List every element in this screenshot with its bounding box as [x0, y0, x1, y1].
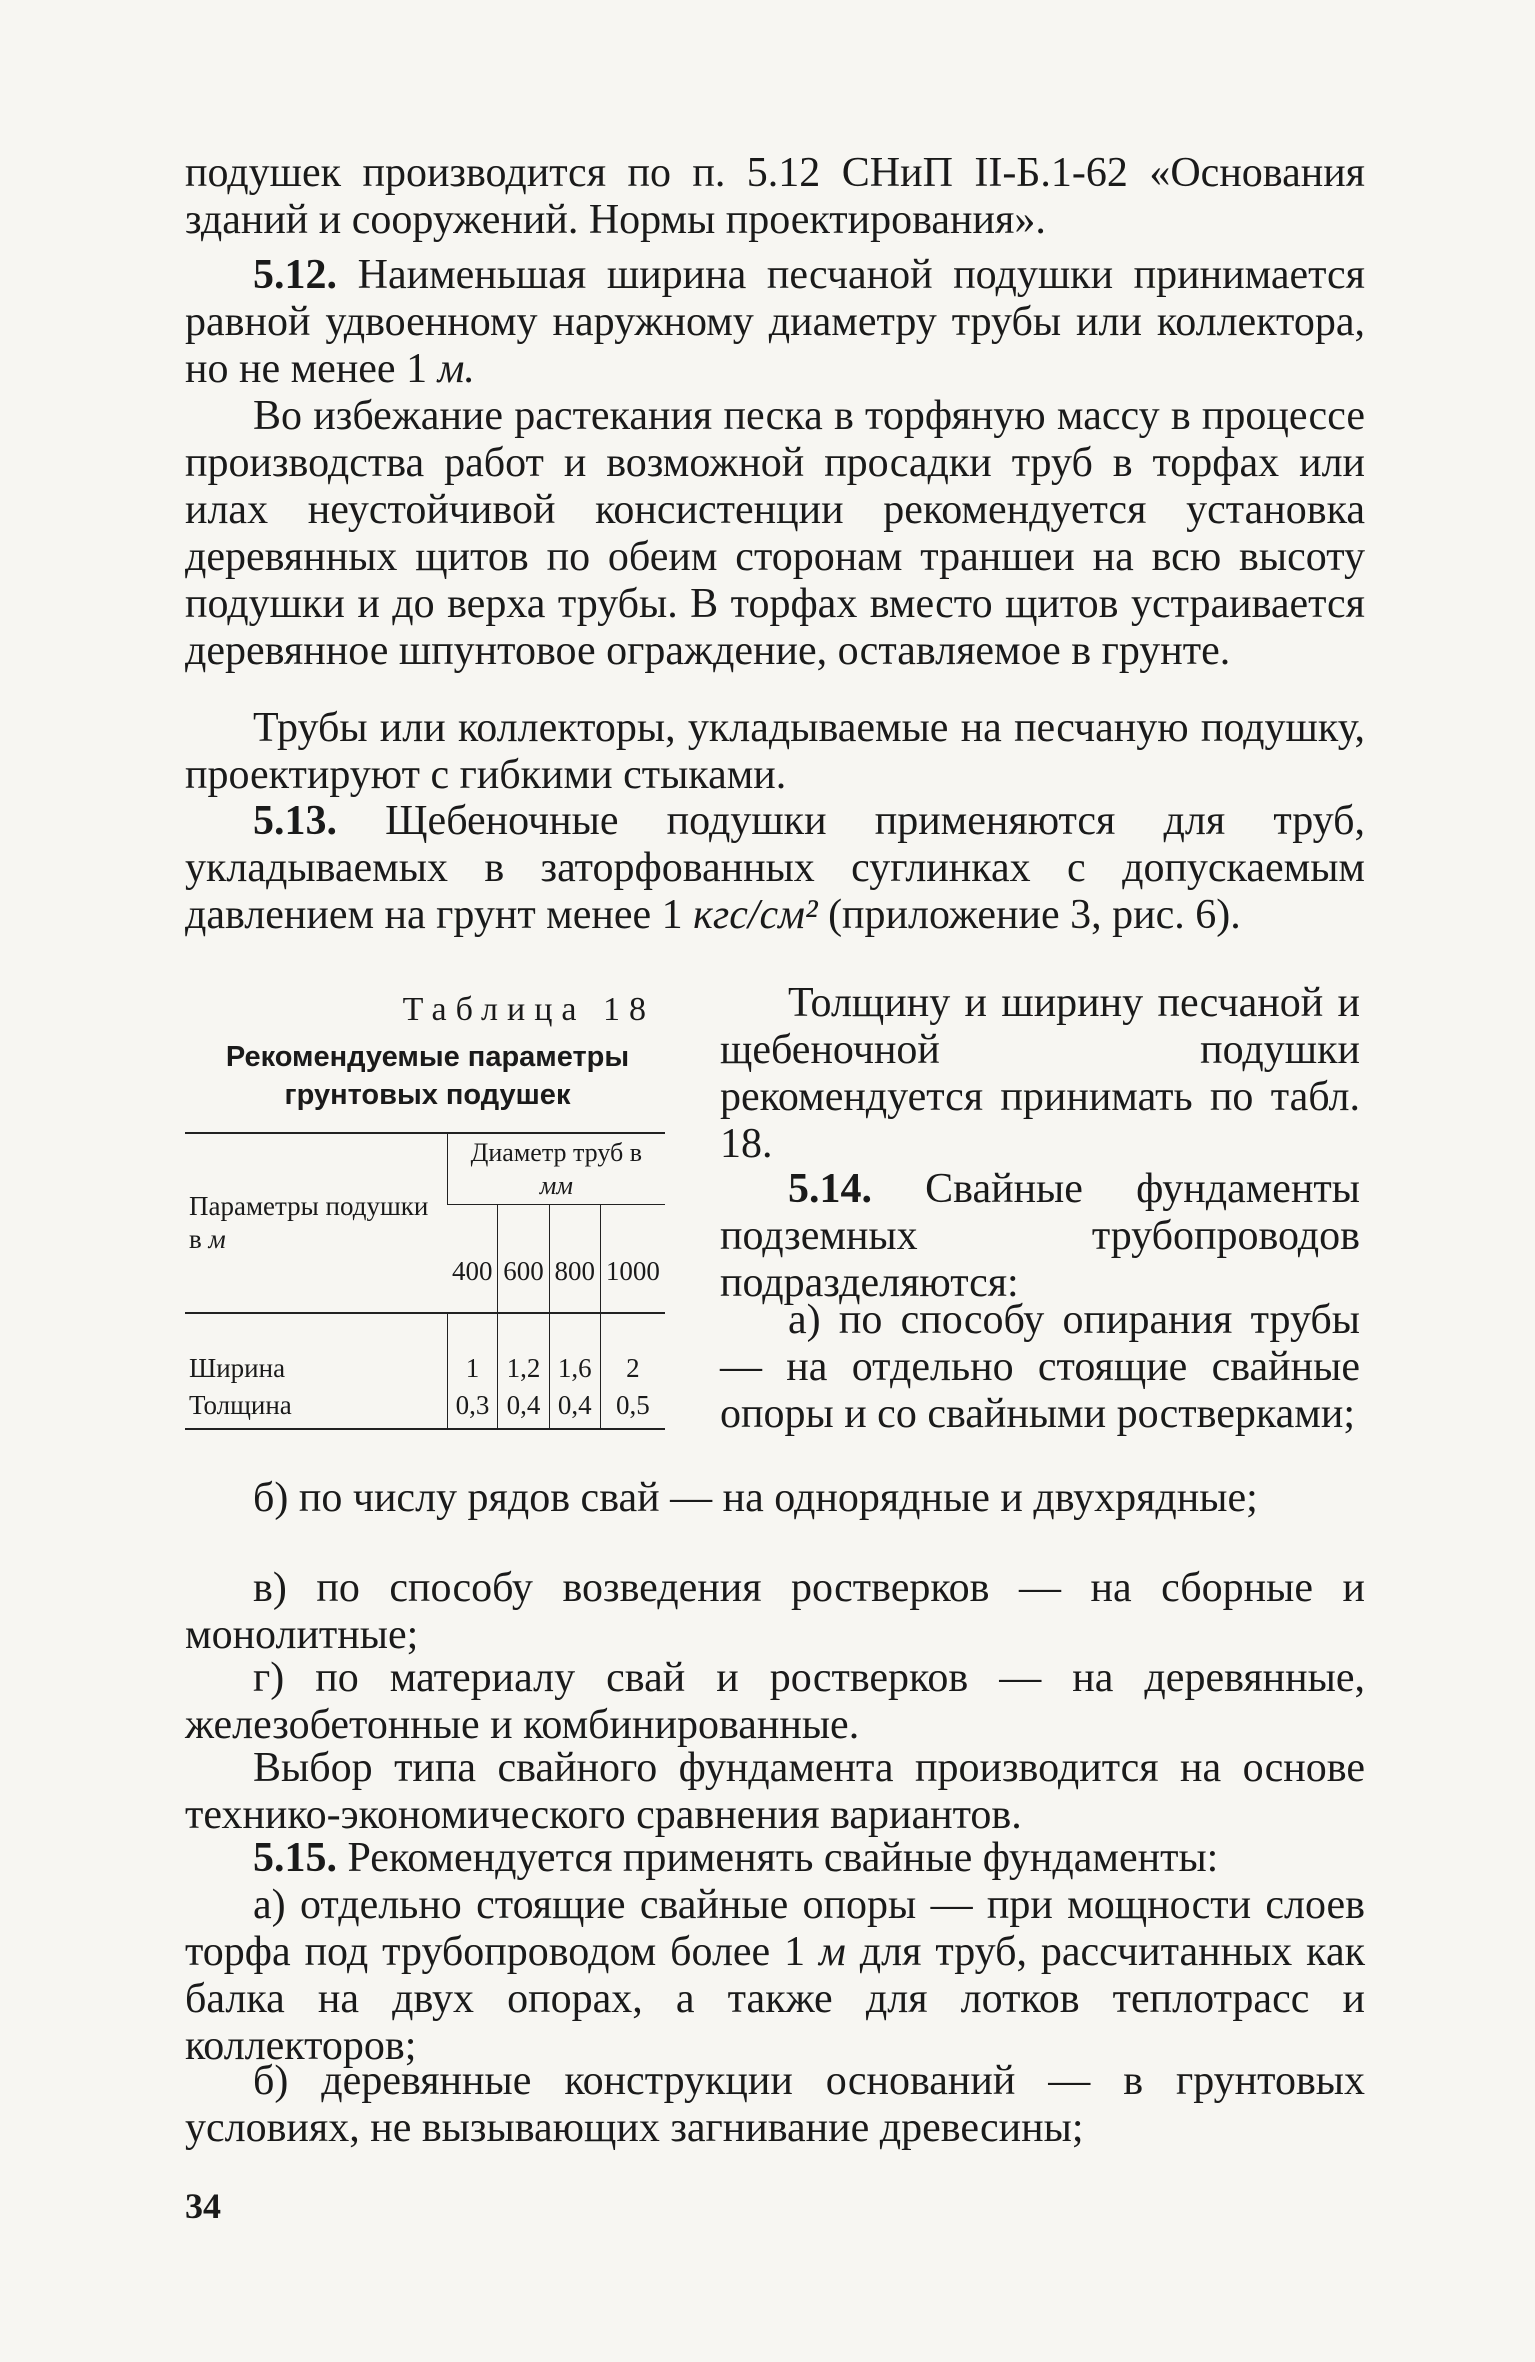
paragraph-text: (приложение 3, рис. 6).: [817, 892, 1241, 938]
column-header: 1000: [600, 1205, 665, 1314]
page-number: 34: [185, 2186, 221, 2226]
paragraph-text: Рекомендуется применять свайные фундаменты:: [337, 1835, 1219, 1881]
paragraph-12: [185, 1745, 1365, 1839]
section-number: 5.12.: [253, 252, 337, 298]
paragraph-text: а) по способу опирания трубы — на отдельно стоящие свайные опоры и со свайными ростверками;: [720, 1297, 1360, 1437]
row-label: Толщина: [189, 1390, 292, 1420]
paragraph-text: подушек производится по п. 5.12 СНиП II-Б.1-62 «Основания зданий и сооружений. Нормы проектирования».: [185, 150, 1365, 243]
unit: кгс/см²: [693, 892, 818, 938]
diameter-header: [447, 1133, 665, 1205]
paragraph-text: б) деревянные конструкции оснований — в грунтовых условиях, не вызывающих загнивание древесины;: [185, 2058, 1365, 2151]
paragraph-text: Наименьшая ширина песчаной подушки принимается равной удвоенному наружному диаметру трубы или коллектора, но не менее 1: [185, 252, 1365, 392]
table-cell: 1,6: [549, 1313, 600, 1387]
paragraph-14: [185, 1882, 1365, 2070]
paragraph-5-15: [185, 1835, 1365, 1882]
table-cell: 0,4: [498, 1387, 549, 1429]
paragraph-text: Щебеночные подушки применяются для труб, укладываемых в заторфованных суглинках с допускаемым давлением на грунт менее 1: [185, 798, 1365, 938]
diameter-unit: мм: [539, 1171, 573, 1200]
column-header: 400: [452, 1256, 493, 1286]
table-cell: 0,4: [549, 1387, 600, 1429]
paragraph-text: г) по материалу свай и ростверков — на деревянные, железобетонные и комбинированные.: [185, 1655, 1365, 1748]
paragraph-4: [185, 705, 1365, 799]
unit: м: [819, 1929, 846, 1975]
diameter-header-text: Диаметр труб в: [470, 1138, 643, 1167]
paragraph-8: [720, 1297, 1360, 1438]
paragraph-10: [185, 1565, 1365, 1659]
column-header: 600: [498, 1205, 549, 1314]
row-header-text: Параметры подушки в: [189, 1191, 429, 1254]
paragraph-5-13: [185, 798, 1365, 939]
paragraph-15: [185, 2058, 1365, 2152]
column-header: 800: [549, 1205, 600, 1314]
table-18: [185, 990, 670, 1430]
section-number: 5.14.: [788, 1166, 872, 1212]
table-cell: 0,5: [600, 1387, 665, 1429]
table-cell: 0,3: [447, 1387, 498, 1429]
table-caption: Таблица 18: [402, 991, 655, 1028]
paragraph-text: Свайные фундаменты подземных трубопроводов подразделяются:: [720, 1166, 1360, 1306]
paragraph-5-14: [720, 1166, 1360, 1307]
table-cell: 2: [600, 1313, 665, 1387]
table-cell: 1: [447, 1313, 498, 1387]
unit: м.: [437, 346, 475, 392]
paragraph-11: [185, 1655, 1365, 1749]
table-row: [185, 1313, 665, 1387]
row-label: Ширина: [189, 1353, 286, 1383]
paragraph-text: Выбор типа свайного фундамента производится на основе технико-экономического сравнения вариантов.: [185, 1745, 1365, 1838]
paragraph-text: Трубы или коллекторы, укладываемые на песчаную подушку, проектируют с гибкими стыками.: [185, 705, 1365, 798]
table-row: [185, 1387, 665, 1429]
paragraph-text: в) по способу возведения ростверков — на сборные и монолитные;: [185, 1565, 1365, 1658]
paragraph-3: [185, 393, 1365, 675]
paragraph-text: Во избежание растекания песка в торфяную массу в процессе производства работ и возможной просадки труб в торфах или илах неустойчивой консистенции рекомендуется установка деревянных щитов по обеим сторонам траншеи на всю высоту подушки и до верха трубы. В торфах вместо щитов устраивается деревянное шпунтовое ограждение, оставляемое в грунте.: [185, 393, 1365, 674]
row-header-unit: м: [208, 1224, 226, 1254]
parameters-table: [185, 1132, 665, 1430]
row-header-cell: [185, 1133, 447, 1313]
paragraph-6: [720, 980, 1360, 1168]
section-number: 5.15.: [253, 1835, 337, 1881]
paragraph-text: б) по числу рядов свай — на однорядные и двухрядные;: [253, 1475, 1258, 1521]
paragraph-text: а) отдельно стоящие свайные опоры — при мощности слоев торфа под трубопроводом более 1: [185, 1882, 1365, 1975]
paragraph-1: [185, 150, 1365, 244]
paragraph-text: Толщину и ширину песчаной и щебеночной подушки рекомендуется принимать по табл. 18.: [720, 980, 1360, 1167]
paragraph-5-12: [185, 252, 1365, 393]
section-number: 5.13.: [253, 798, 337, 844]
paragraph-9: [185, 1475, 1365, 1522]
paragraph-text: для труб, рассчитанных как балка на двух опорах, а также для лотков теплотрасс и коллекторов;: [185, 1929, 1365, 2069]
table-title: Рекомендуемые параметры грунтовых подушек: [225, 1041, 630, 1111]
table-cell: 1,2: [498, 1313, 549, 1387]
